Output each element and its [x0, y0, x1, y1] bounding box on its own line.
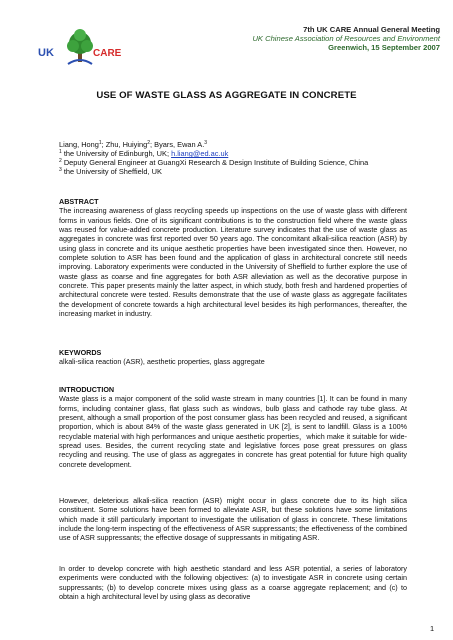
introduction-heading: INTRODUCTION [59, 385, 115, 394]
introduction-paragraph-1: Waste glass is a major component of the solid waste stream in many countries [1]. It can be found in many forms, including container glass, flat glass such as windows, bulb glass and cathode ray tube glass. At present, although a small proportion of the post consumer glass has been recycled and reused, a significant proportion, which is about 84% of the waste glass generated in UK [2], is sent to landfill. Glass is a 100% recyclable material with high performances and unique aesthetic properties，which make it suitable for wide-spread uses. Besides, the current recycling state and legislative forces pose great pressures on glass recycling and reusing. The use of glass as aggregates in concrete has great potential for future high quality concrete development. [59, 394, 407, 469]
introduction-paragraph-3-block [59, 564, 407, 601]
meeting-info [170, 25, 440, 53]
paper-title: USE OF WASTE GLASS AS AGGREGATE IN CONCRETE [96, 90, 357, 101]
meeting-location-date: Greenwich, 15 September 2007 [328, 43, 440, 53]
affiliation-2 [59, 158, 419, 167]
logo-text-uk: UK [38, 47, 54, 59]
uk-care-logo [38, 26, 124, 70]
aff-2-text: Deputy General Engineer at GuangXi Research & Design Institute of Building Science, China [61, 158, 369, 168]
introduction-paragraph-3: In order to develop concrete with high aesthetic standard and less ASR potential, a series of laboratory experiments were conducted with the following objectives: (a) to investigate ASR in concrete using certain suppressants; (b) to develop concrete mixes using glass as a coarse aggregate replacement; and (c) to obtain a high architectural level by using glass as decorative [59, 564, 407, 602]
logo-text-care: CARE [93, 48, 122, 59]
aff-3-sup: 3 [59, 167, 62, 174]
author-line [59, 140, 419, 149]
author-2: ; Zhu, Huiying [101, 140, 148, 149]
abstract-section [59, 197, 407, 318]
aff-2-sup: 2 [59, 158, 62, 165]
association-name: UK Chinese Association of Resources and Environment [252, 34, 440, 44]
page-number: 1 [430, 624, 435, 633]
author-email-link[interactable]: h.liang@ed.ac.uk [171, 149, 229, 159]
tree-icon [67, 29, 93, 64]
affiliation-1 [59, 149, 419, 158]
introduction-section [59, 385, 407, 469]
authors-block [59, 140, 419, 176]
introduction-paragraph-2: However, deleterious alkali-silica reaction (ASR) might occur in glass concrete due to its high silica constituent. Some solutions have been formed to alleviate ASR, but these solutions have some limitations which made it still particularly important to investigate the utilisation of glass in concrete. These limitations include the long-term inspecting of the effectiveness of ASR suppressants; the effectiveness of the combined use of ASR suppressants; the effective dosage of suppressants in mitigating ASR. [59, 496, 407, 543]
author-1-sup: 1 [98, 140, 102, 146]
author-2-sup: 2 [147, 140, 151, 146]
author-3: ; Byars, Ewan A. [150, 140, 205, 149]
keywords-heading: KEYWORDS [59, 348, 102, 357]
abstract-text: The increasing awareness of glass recycling speeds up inspections on the use of waste glass with different forms in various fields. One of its significant contributions is to the construction field where the waste glass was reused for value-added concrete production. Literature survey indicates that the use of waste glass as aggregates in concrete was first reported over 50 years ago. The concomitant alkali-silica reaction (ASR) by using glass in concrete and its unique aesthetic properties have been investigated since then. However, no complete solution to ASR has been found and the application of glass in architectural concrete still needs improving. Laboratory experiments were conducted in the University of Sheffield to further explore the use of waste glass as coarse and fine aggregates for both ASR alleviation as well as the decorative purpose in concrete. This paper presents mainly the latter aspect, in which study, both fresh and hardened properties of architectural concrete were tested. Results demonstrate that the use of waste glass as aggregate facilitates the development of concrete towards a high architectural level besides its high performances, thereafter, the increasing market in industry. [59, 206, 407, 319]
introduction-paragraph-2-block [59, 496, 407, 543]
aff-1-text: the University of Edinburgh, UK; [61, 149, 172, 159]
author-3-sup: 3 [204, 140, 208, 146]
author-1: Liang, Hong [59, 140, 99, 149]
keywords-text: alkali-silica reaction (ASR), aesthetic properties, glass aggregate [59, 357, 265, 367]
aff-3-text: the University of Sheffield, UK [61, 167, 162, 177]
abstract-heading: ABSTRACT [59, 197, 99, 206]
meeting-title: 7th UK CARE Annual General Meeting [303, 25, 440, 34]
keywords-section [59, 348, 407, 367]
aff-1-sup: 1 [59, 149, 62, 156]
affiliation-3 [59, 167, 419, 176]
